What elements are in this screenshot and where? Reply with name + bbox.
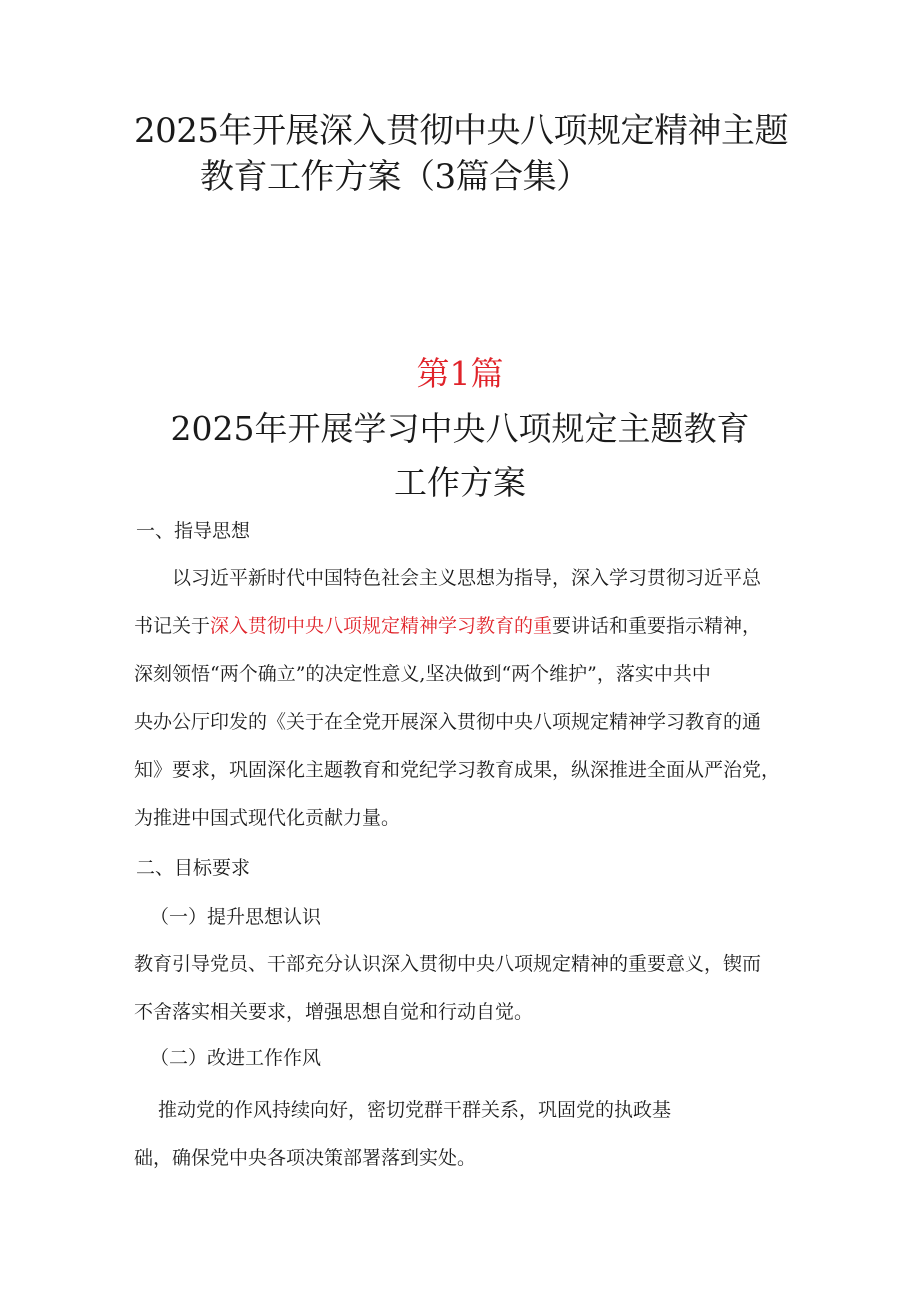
document-title-line-2: 教育工作方案（3篇合集） — [200, 157, 590, 197]
document-title — [100, 108, 820, 200]
paragraph-line: 以习近平新时代中国特色社会主义思想为指导，深入学习贯彻习近平总 — [172, 567, 762, 589]
paragraph-line: 教育引导党员、干部充分认识深入贯彻中央八项规定精神的重要意义，锲而 — [134, 953, 762, 975]
paragraph-line: 不舍落实相关要求，增强思想自觉和行动自觉。 — [134, 1001, 534, 1023]
section-heading-guiding-thought: 一、指导思想 — [136, 520, 251, 542]
paragraph-line: 深刻领悟“两个确立”的决定性意义,坚决做到“两个维护”，落实中共中 — [134, 663, 711, 685]
text-segment: 书记关于 — [134, 615, 211, 637]
part-title — [60, 402, 860, 510]
document-title-line-1: 2025年开展深入贯彻中央八项规定精神主题 — [134, 111, 789, 151]
paragraph-line: 知》要求，巩固深化主题教育和党纪学习教育成果，纵深推进全面从严治党， — [134, 759, 781, 781]
part-title-line-1: 2025年开展学习中央八项规定主题教育 — [170, 409, 750, 448]
part-title-line-2: 工作方案 — [394, 463, 526, 502]
highlighted-text: 深入贯彻中央八项规定精神学习教育的重 — [210, 615, 553, 637]
paragraph-line: 央办公厅印发的《关于在全党开展深入贯彻中央八项规定精神学习教育的通 — [134, 711, 762, 733]
paragraph-style — [134, 1086, 794, 1182]
paragraph-line: 为推进中国式现代化贡献力量。 — [134, 807, 401, 829]
paragraph-thought — [134, 940, 794, 1036]
subsection-heading-thought: （一）提升思想认识 — [150, 906, 322, 928]
part-label: 第1篇 — [416, 354, 504, 393]
subsection-heading-style: （二）改进工作作风 — [150, 1047, 322, 1069]
section-heading-goals: 二、目标要求 — [136, 857, 251, 879]
paragraph-line — [134, 602, 794, 650]
paragraph-guiding-thought — [134, 554, 794, 842]
paragraph-line: 础，确保党中央各项决策部署落到实处。 — [134, 1147, 477, 1169]
text-segment: 要讲话和重要指示精神， — [552, 615, 762, 637]
paragraph-line: 推动党的作风持续向好，密切党群干群关系，巩固党的执政基 — [158, 1099, 672, 1121]
